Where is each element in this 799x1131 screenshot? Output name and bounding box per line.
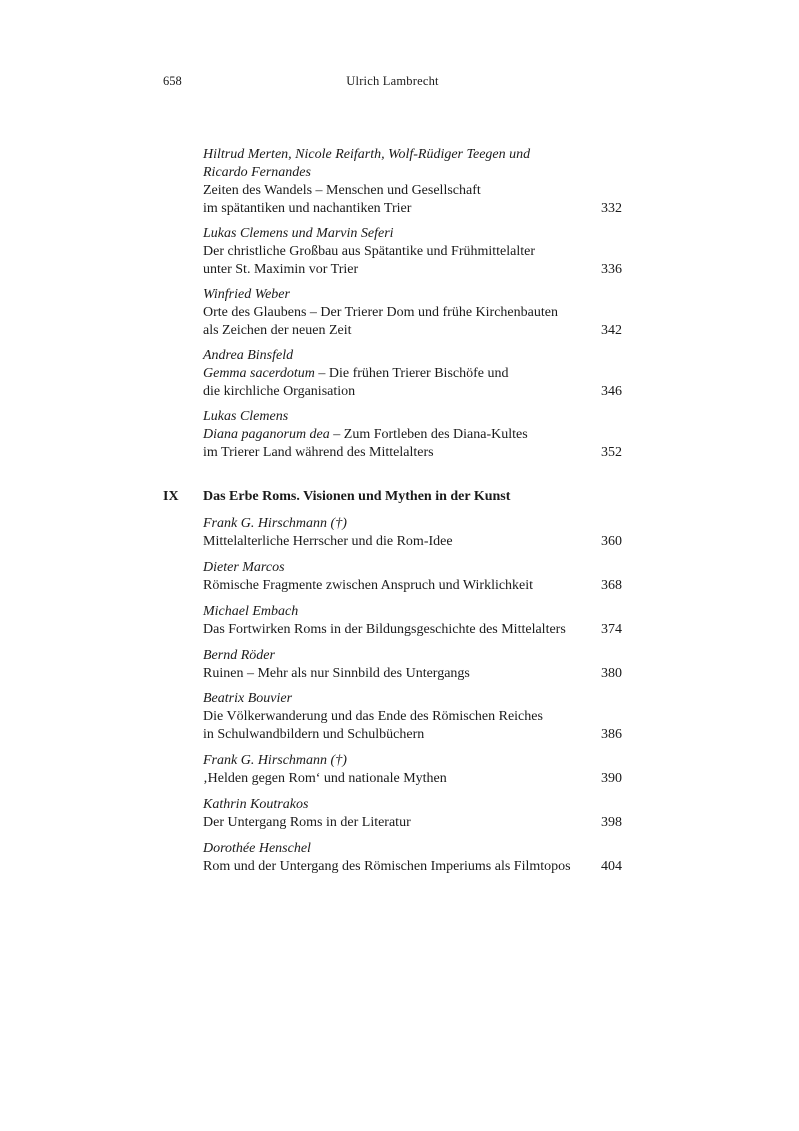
toc-entry xyxy=(203,347,623,401)
entry-author: Lukas Clemens und Marvin Seferi xyxy=(203,226,394,241)
entry-title-italic: Gemma sacerdotum xyxy=(203,366,315,381)
entry-page: 390 xyxy=(601,771,622,786)
entry-title: Das Fortwirken Roms in der Bildungsgeschichte des Mittelalters xyxy=(203,622,566,637)
entry-title: im Trierer Land während des Mittelalters xyxy=(203,445,434,460)
entry-author: Michael Embach xyxy=(203,604,299,619)
entry-title: Orte des Glaubens – Der Trierer Dom und frühe Kirchenbauten xyxy=(203,305,558,320)
toc-entry xyxy=(203,286,623,340)
entry-title: Zeiten des Wandels – Menschen und Gesellschaft xyxy=(203,183,481,198)
entry-page: 386 xyxy=(601,727,622,742)
section-title: Das Erbe Roms. Visionen und Mythen in der Kunst xyxy=(203,489,511,504)
entry-page: 398 xyxy=(601,815,622,830)
entry-title: Die Völkerwanderung und das Ende des Römischen Reiches xyxy=(203,709,543,724)
entry-title: Der christliche Großbau aus Spätantike und Frühmittelalter xyxy=(203,244,536,259)
toc-entry xyxy=(203,752,623,788)
entry-author: Frank G. Hirschmann (†) xyxy=(203,516,347,531)
entry-title: Der Untergang Roms in der Literatur xyxy=(203,815,411,830)
entry-title xyxy=(203,426,623,444)
entry-page: 368 xyxy=(601,578,622,593)
running-title: Ulrich Lambrecht xyxy=(346,74,439,88)
entry-author: Frank G. Hirschmann (†) xyxy=(203,753,347,768)
toc-entry xyxy=(203,408,623,462)
entry-page: 342 xyxy=(601,323,622,338)
entry-author: Andrea Binsfeld xyxy=(203,348,294,363)
entry-page: 360 xyxy=(601,534,622,549)
section-number: IX xyxy=(163,489,179,504)
toc-entry xyxy=(203,796,623,832)
entry-page: 332 xyxy=(601,201,622,216)
entry-title: Mittelalterliche Herrscher und die Rom-Idee xyxy=(203,534,453,549)
entry-title: die kirchliche Organisation xyxy=(203,384,356,399)
entry-author: Winfried Weber xyxy=(203,287,290,302)
entry-title-rest: – Zum Fortleben des Diana-Kultes xyxy=(329,427,528,442)
entry-page: 352 xyxy=(601,445,622,460)
entry-author: Beatrix Bouvier xyxy=(203,691,293,706)
entry-title: Römische Fragmente zwischen Anspruch und Wirklichkeit xyxy=(203,578,534,593)
page-number: 658 xyxy=(163,74,182,88)
toc-entry xyxy=(203,515,623,551)
entry-title: unter St. Maximin vor Trier xyxy=(203,262,359,277)
entry-author: Bernd Röder xyxy=(203,648,275,663)
entry-page: 336 xyxy=(601,262,622,277)
entry-author: Kathrin Koutrakos xyxy=(203,797,309,812)
entry-author: Ricardo Fernandes xyxy=(203,165,311,180)
entry-author: Dieter Marcos xyxy=(203,560,285,575)
entry-page: 404 xyxy=(601,859,622,874)
entry-title-italic: Diana paganorum dea xyxy=(203,427,330,442)
entry-page: 380 xyxy=(601,666,622,681)
toc-entry xyxy=(203,225,623,279)
entry-title: in Schulwandbildern und Schulbüchern xyxy=(203,727,425,742)
toc-entry xyxy=(203,559,623,595)
entry-page: 346 xyxy=(601,384,622,399)
entry-author: Dorothée Henschel xyxy=(203,841,311,856)
entry-page: 374 xyxy=(601,622,622,637)
entry-title-rest: – Die frühen Trierer Bischöfe und xyxy=(314,366,509,381)
toc-entry xyxy=(203,690,623,744)
entry-author: Hiltrud Merten, Nicole Reifarth, Wolf-Rüdiger Teegen und xyxy=(203,147,531,162)
toc-entry xyxy=(203,647,623,683)
entry-title: Rom und der Untergang des Römischen Imperiums als Filmtopos xyxy=(203,859,571,874)
entry-title: ‚Helden gegen Rom‘ und nationale Mythen xyxy=(203,771,447,786)
entry-author: Lukas Clemens xyxy=(203,409,289,424)
page-header xyxy=(163,74,622,92)
entry-title xyxy=(203,365,623,383)
entry-title: Ruinen – Mehr als nur Sinnbild des Untergangs xyxy=(203,666,470,681)
entry-title: als Zeichen der neuen Zeit xyxy=(203,323,352,338)
toc-entry xyxy=(203,603,623,639)
entry-title: im spätantiken und nachantiken Trier xyxy=(203,201,412,216)
toc-entry xyxy=(203,146,623,218)
toc-entry xyxy=(203,840,623,876)
